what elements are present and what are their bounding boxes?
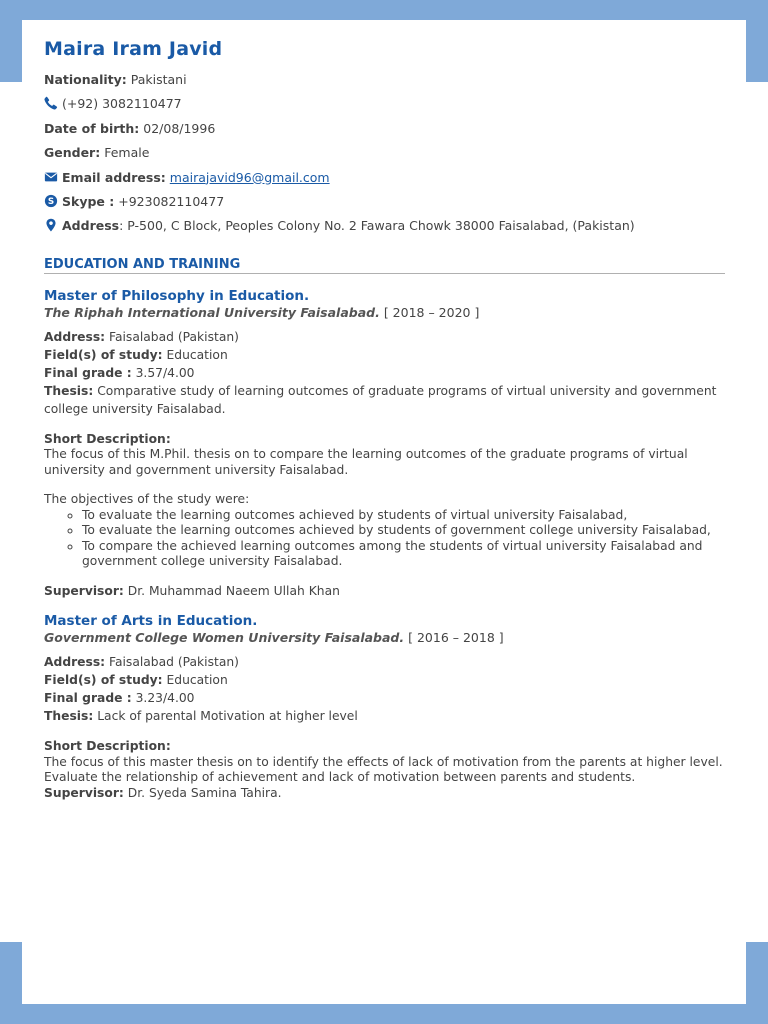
list-item: ◦ To compare the achieved learning outcomes among the students of virtual university Faisalabad and government college university Faisalabad. bbox=[82, 539, 725, 570]
education-entry bbox=[44, 613, 725, 801]
detail-value: Faisalabad (Pakistan) bbox=[109, 329, 239, 344]
detail-label: Thesis: bbox=[44, 383, 94, 398]
detail-value: Lack of parental Motivation at higher level bbox=[97, 709, 358, 724]
thesis-detail bbox=[44, 707, 725, 725]
gender-line bbox=[44, 141, 725, 165]
institution-line bbox=[44, 630, 725, 646]
gender-value: Female bbox=[104, 145, 150, 161]
detail-value: Education bbox=[166, 673, 228, 688]
detail-label: Field(s) of study: bbox=[44, 347, 163, 362]
envelope-icon bbox=[44, 170, 58, 184]
thesis-detail bbox=[44, 382, 725, 418]
degree-title: Master of Philosophy in Education. bbox=[44, 287, 310, 304]
candidate-name: Maira Iram Javid bbox=[44, 38, 223, 60]
short-description-heading: Short Description: bbox=[44, 739, 171, 754]
detail-value: 3.57/4.00 bbox=[135, 365, 195, 380]
detail-label: Final grade : bbox=[44, 691, 132, 706]
email-link[interactable]: mairajavid96@gmail.com bbox=[169, 169, 330, 185]
skype-value: +923082110477 bbox=[118, 193, 225, 209]
dob-label: Date of birth: bbox=[44, 120, 140, 136]
short-description-label bbox=[44, 739, 725, 755]
institution-line bbox=[44, 305, 725, 321]
address-detail bbox=[44, 328, 725, 346]
supervisor-value: Dr. Muhammad Naeem Ullah Khan bbox=[127, 583, 340, 598]
dob-line bbox=[44, 117, 725, 141]
supervisor-label: Supervisor: bbox=[44, 785, 124, 800]
top-border-band bbox=[0, 0, 768, 20]
top-right-border-band bbox=[746, 0, 768, 82]
bottom-border-band bbox=[0, 1004, 768, 1024]
short-description-text: The focus of this master thesis on to identify the effects of lack of motivation from the parents at higher level. Evaluate the relationship of achievement and lack of motivation between parents and students. bbox=[44, 754, 723, 785]
supervisor-value: Dr. Syeda Samina Tahira. bbox=[127, 785, 282, 800]
address-value: : P-500, C Block, Peoples Colony No. 2 Fawara Chowk 38000 Faisalabad, (Pakistan) bbox=[119, 218, 635, 234]
bottom-left-border-band bbox=[0, 942, 22, 1024]
detail-label: Field(s) of study: bbox=[44, 673, 163, 688]
field-detail bbox=[44, 346, 725, 364]
email-line bbox=[44, 166, 725, 190]
detail-label: Address: bbox=[44, 655, 106, 670]
map-pin-icon bbox=[44, 218, 58, 232]
address-detail bbox=[44, 653, 725, 671]
top-left-border-band bbox=[0, 0, 22, 82]
education-entry bbox=[44, 288, 725, 600]
skype-label: Skype : bbox=[62, 193, 115, 209]
detail-value: 3.23/4.00 bbox=[135, 691, 195, 706]
objectives-intro: The objectives of the study were: bbox=[44, 492, 250, 507]
nationality-line bbox=[44, 68, 725, 92]
phone-line bbox=[44, 92, 725, 116]
bottom-right-border-band bbox=[746, 942, 768, 1024]
short-description-text: The focus of this M.Phil. thesis on to compare the learning outcomes of the graduate programs of virtual university and government university Faisalabad. bbox=[44, 447, 688, 477]
detail-value: Comparative study of learning outcomes of graduate programs of virtual university and government college university Faisalabad. bbox=[44, 383, 717, 416]
cv-content bbox=[44, 38, 725, 801]
nationality-value: Pakistani bbox=[130, 72, 187, 87]
degree-title: Master of Arts in Education. bbox=[44, 613, 258, 630]
supervisor-line bbox=[44, 786, 725, 802]
dob-value: 02/08/1996 bbox=[143, 120, 216, 136]
institution-name: The Riphah International University Faisalabad. bbox=[44, 304, 380, 320]
cv-page bbox=[22, 20, 746, 1004]
list-item: ◦ To evaluate the learning outcomes achieved by students of virtual university Faisalabad, bbox=[82, 508, 725, 524]
short-description-label bbox=[44, 432, 725, 448]
short-description-heading: Short Description: bbox=[44, 431, 171, 446]
detail-value: Faisalabad (Pakistan) bbox=[109, 655, 239, 670]
skype-line bbox=[44, 190, 725, 214]
detail-label: Final grade : bbox=[44, 365, 132, 380]
institution-name: Government College Women University Faisalabad. bbox=[44, 630, 405, 646]
address-label: Address bbox=[62, 218, 120, 234]
detail-value: Education bbox=[166, 347, 228, 362]
email-label: Email address: bbox=[62, 169, 166, 185]
degree-dates: [ 2016 – 2018 ] bbox=[408, 630, 504, 646]
section-title-education: EDUCATION AND TRAINING bbox=[44, 257, 725, 274]
grade-detail bbox=[44, 364, 725, 382]
svg-text:S: S bbox=[47, 197, 55, 208]
phone-icon bbox=[44, 96, 58, 110]
nationality-label: Nationality: bbox=[44, 72, 127, 87]
field-detail bbox=[44, 671, 725, 689]
gender-label: Gender: bbox=[44, 145, 101, 161]
detail-label: Address: bbox=[44, 329, 106, 344]
list-item: ◦ To evaluate the learning outcomes achieved by students of government college university Faisalabad, bbox=[82, 523, 725, 539]
phone-value: (+92) 3082110477 bbox=[62, 96, 182, 112]
skype-icon bbox=[44, 194, 58, 208]
address-line bbox=[44, 214, 725, 238]
grade-detail bbox=[44, 689, 725, 707]
objectives-list bbox=[44, 508, 725, 570]
detail-label: Thesis: bbox=[44, 709, 94, 724]
supervisor-line bbox=[44, 584, 725, 600]
supervisor-label: Supervisor: bbox=[44, 583, 124, 598]
degree-dates: [ 2018 – 2020 ] bbox=[383, 304, 480, 320]
